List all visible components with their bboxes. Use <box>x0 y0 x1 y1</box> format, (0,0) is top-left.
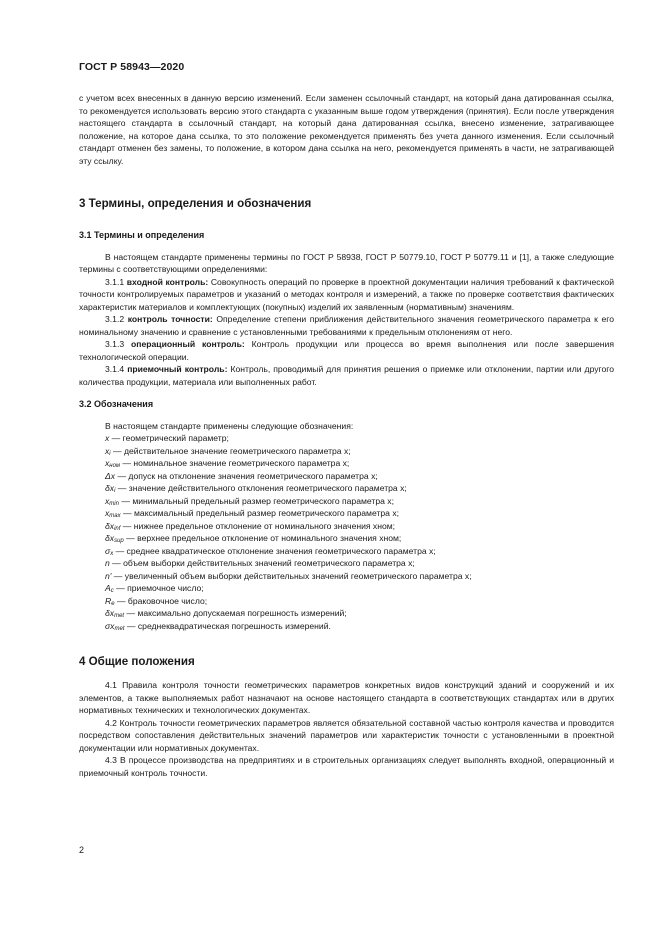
symbol-subscript: inf <box>114 525 121 532</box>
symbol-subscript: met <box>114 625 125 632</box>
symbol-letter: x <box>105 458 110 468</box>
symbol-item <box>79 620 614 633</box>
symbol-letter: δx <box>105 608 115 618</box>
term-3-1-1 <box>79 276 614 314</box>
paragraph-4-2: 4.2 Контроль точности геометрических параметров является обязательной составной частью контроля качества и проводится посредством сопоставления действительных значений параметров или характеристик точности с установленными в проектной документации или нормативных документах. <box>79 717 614 753</box>
symbol-letter: R <box>105 595 112 606</box>
symbol-description: — номинальное значение геометрического параметра x; <box>120 458 350 468</box>
symbol-item <box>79 457 614 470</box>
symbol-description: — максимальный предельный размер геометрического параметра x; <box>120 508 400 518</box>
paragraph-4-3: 4.3 В процессе производства на предприятиях и в строительных организациях следует выполнять входной, операционный и приемочный контроль точности. <box>79 755 614 778</box>
symbol-description: — минимальный предельный размер геометрического параметра x; <box>118 495 394 506</box>
symbol-description: — приемочное число; <box>113 583 204 593</box>
term-definition: Определение степени приближения действительного значения геометрического параметра к его номинальному значению и сравнение с установленными требованиями к предельным отклонениям от него. <box>79 314 615 337</box>
symbol-item <box>79 607 614 620</box>
symbol-item <box>79 482 614 495</box>
term-3-1-4 <box>79 363 614 388</box>
term-name: приемочный контроль: <box>127 364 228 374</box>
intro-paragraph: с учетом всех внесенных в данную версию изменений. Если заменен ссылочный стандарт, на который дана датированная ссылка, то рекомендуется использовать версию этого стандарта с указанным выше годом утверждения (принятия). Если после утверждения настоящего стандарта в ссылочный стандарт, на который дана датированная ссылка, внесено изменение, затрагивающее положение, на которое дана ссылка, то это положение рекомендуется применять без учета данного изменения. Если ссылочный стандарт отменен без замены, то положение, в котором дана ссылка на него, рекомендуется применять в части, не затрагивающей эту ссылку. <box>79 93 614 166</box>
symbol-item <box>79 432 614 445</box>
subsection-3-2-intro: В настоящем стандарте применены следующие обозначения: <box>105 420 354 431</box>
symbol-item <box>79 445 614 458</box>
symbol-letter: δx <box>105 483 115 493</box>
page-body <box>79 80 614 779</box>
term-name: операционный контроль: <box>131 339 245 349</box>
symbol-list <box>79 432 614 632</box>
symbol-letter: x <box>105 508 110 518</box>
symbol-subscript: i <box>109 450 111 457</box>
symbol-subscript: x <box>110 550 114 557</box>
symbol-item <box>79 470 614 483</box>
page-number: 2 <box>79 845 85 855</box>
symbol-letter: n' <box>105 570 112 581</box>
symbol-description: — действительное значение геометрического параметра x; <box>110 445 351 456</box>
term-number: 3.1.2 <box>105 314 125 324</box>
symbol-description: — среднеквадратическая погрешность измерений. <box>124 620 331 631</box>
symbol-description: — среднее квадратическое отклонение значения геометрического параметра x; <box>113 545 436 556</box>
term-3-1-3 <box>79 338 614 363</box>
symbol-description: — значение действительного отклонения геометрического параметра x; <box>115 483 407 493</box>
term-3-1-2 <box>79 313 614 338</box>
symbol-description: — допуск на отклонение значения геометрического параметра x; <box>115 470 378 481</box>
subsection-3-1-title: 3.1 Термины и определения <box>79 230 205 240</box>
symbol-description: — геометрический параметр; <box>109 433 229 443</box>
symbol-letter: Δx <box>105 470 116 481</box>
symbol-description: — увеличенный объем выборки действительных значений геометрического параметра x; <box>111 570 472 581</box>
symbol-subscript: met <box>114 613 125 619</box>
subsection-3-1-intro: В настоящем стандарте применены термины по ГОСТ Р 58938, ГОСТ Р 50779.10, ГОСТ Р 50779.11 и [1], а также следующие термины с соответствующими определениями: <box>79 251 614 274</box>
term-name: контроль точности: <box>127 314 213 324</box>
symbol-letter: x <box>105 495 110 506</box>
symbol-letter: A <box>105 583 111 593</box>
symbol-item <box>79 545 614 558</box>
symbol-subscript: i <box>114 488 116 494</box>
symbol-description: — браковочное число; <box>114 595 208 606</box>
symbol-item <box>79 557 614 570</box>
symbol-letter: σx <box>105 620 115 631</box>
section-3-title: 3 Термины, определения и обозначения <box>79 197 312 210</box>
term-definition: Контроль, проводимый для принятия решения о приемке или отклонении, партии или другого количества продукции, материала или выполненных работ. <box>79 364 614 387</box>
symbol-subscript: e <box>111 600 115 607</box>
symbol-description: — максимально допускаемая погрешность измерений; <box>124 608 347 618</box>
paragraph-4-1: 4.1 Правила контроля точности геометрических параметров конкретных видов конструкций зданий и сооружений и их элементов, а также выполняемых работ назначают на основе настоящего стандарта в соответствующих стандартах или в других нормативных технических и технологических документах. <box>79 680 614 715</box>
term-number: 3.1.1 <box>105 276 125 287</box>
symbol-item <box>79 520 614 533</box>
document-header-code: ГОСТ Р 58943—2020 <box>79 61 185 73</box>
symbol-letter: σ <box>105 545 111 556</box>
symbol-item <box>79 595 614 608</box>
term-number: 3.1.4 <box>105 364 125 374</box>
term-definition: Совокупность операций по проверке в проектной документации наличия требований к фактической точности контролируемых параметров и указаний о методах контроля и измерений, а также по проверке соответствия фактических характеристик материалов и комплектующих (покупных) изделий их заявленным (нормативным) значениям. <box>79 276 615 312</box>
symbol-item <box>79 507 614 520</box>
symbol-item <box>79 570 614 583</box>
symbol-letter: n <box>105 558 110 568</box>
term-name: входной контроль: <box>126 276 209 287</box>
symbol-subscript: ном <box>109 463 121 469</box>
symbol-letter: x <box>105 433 110 443</box>
symbol-subscript: min <box>109 500 119 507</box>
symbol-item <box>79 495 614 508</box>
symbol-letter: x <box>105 445 110 456</box>
term-definition: Контроль продукции или процесса во время выполнения или после завершения технологической операции. <box>79 339 615 362</box>
symbol-description: — нижнее предельное отклонение от номинального значения xном; <box>120 520 396 531</box>
subsection-3-2-title: 3.2 Обозначения <box>79 399 154 409</box>
symbol-description: — верхнее предельное отклонение от номинального значения xном; <box>123 533 402 543</box>
symbol-item <box>79 582 614 595</box>
symbol-subscript: sup <box>114 538 124 544</box>
section-4-title: 4 Общие положения <box>79 655 195 668</box>
term-number: 3.1.3 <box>105 339 125 349</box>
symbol-subscript: c <box>110 588 114 594</box>
symbol-subscript: max <box>109 513 121 519</box>
symbol-letter: δx <box>105 533 115 543</box>
symbol-item <box>79 532 614 545</box>
symbol-description: — объем выборки действительных значений геометрического параметра x; <box>109 558 415 568</box>
symbol-letter: δx <box>105 520 115 531</box>
